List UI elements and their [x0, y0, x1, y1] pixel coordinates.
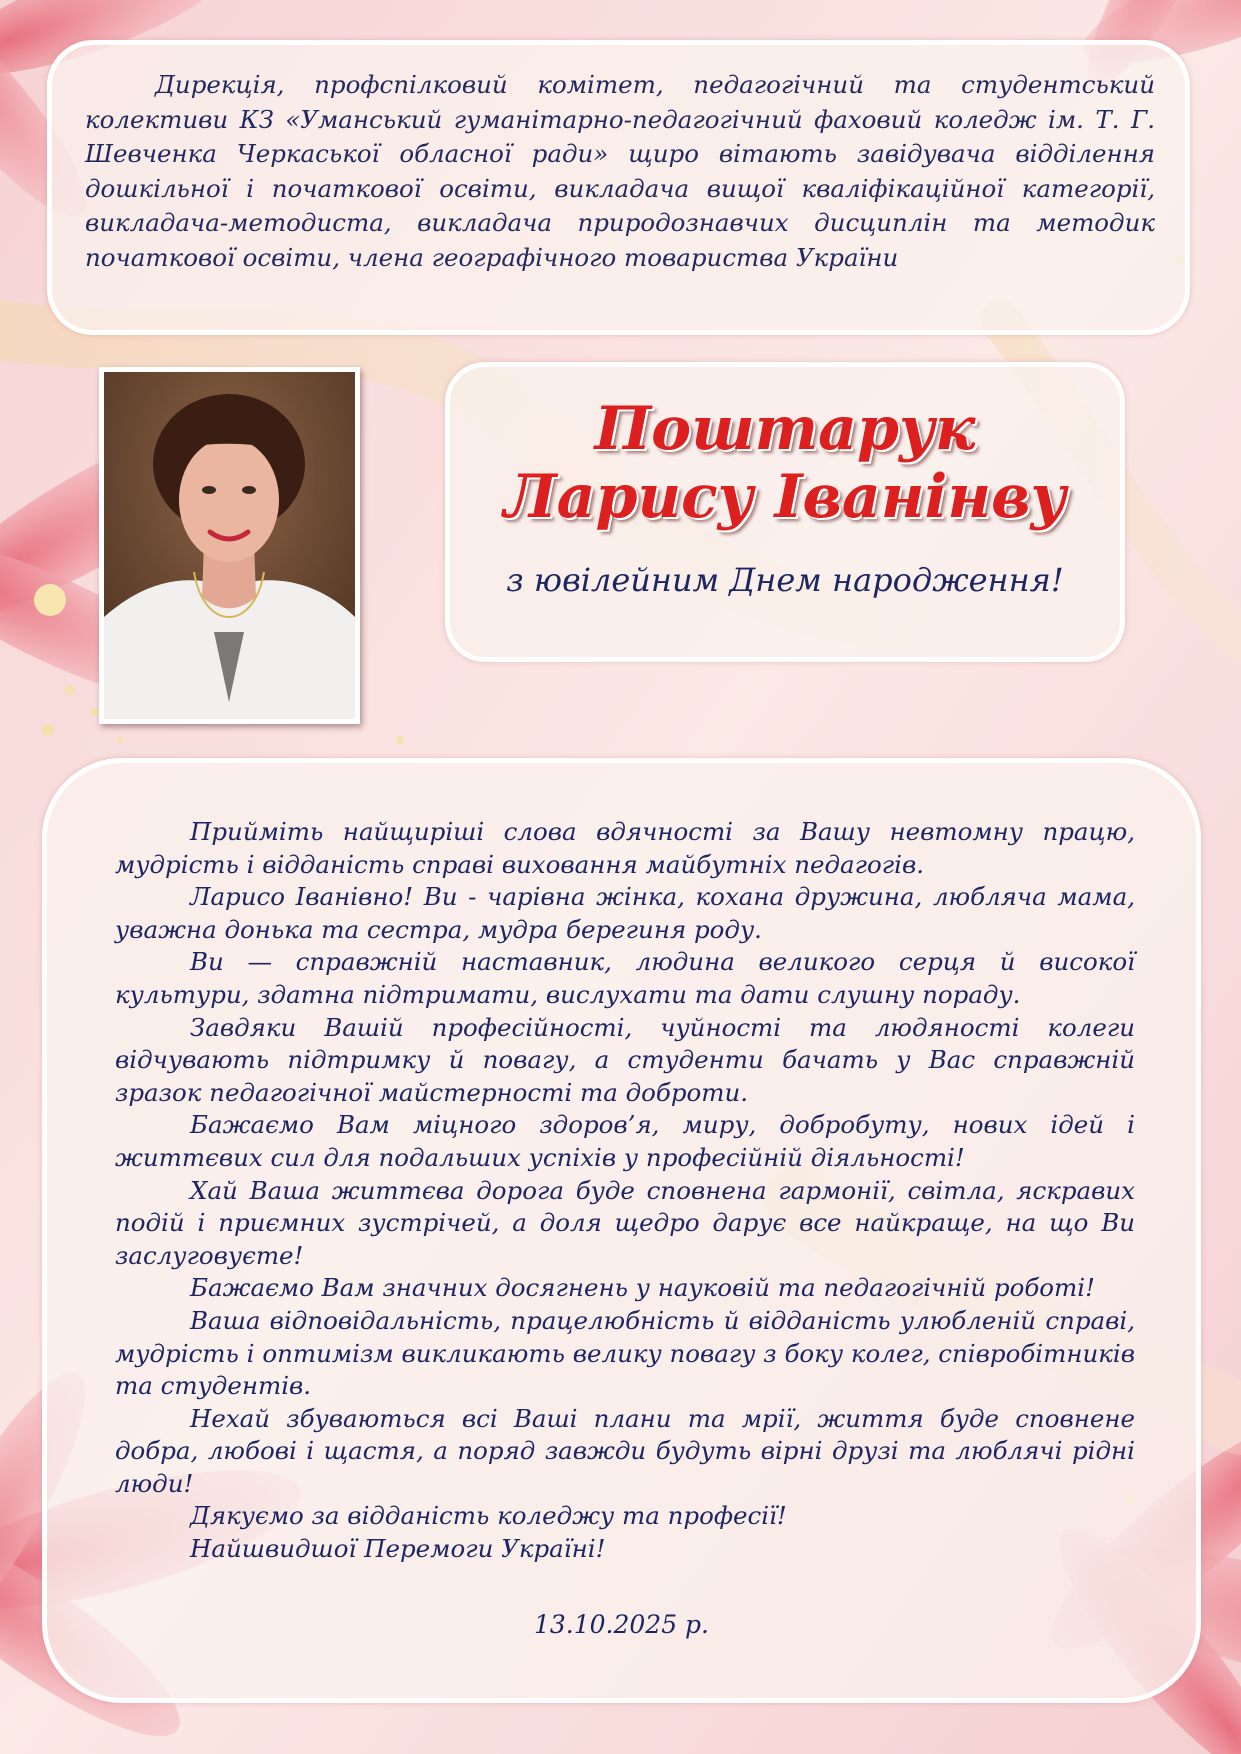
- occasion-text: з ювілейним Днем народження!: [506, 561, 1064, 599]
- date-text: 13.10.2025 р.: [533, 1610, 710, 1639]
- portrait-photo: [99, 367, 360, 724]
- greeting-text: [115, 816, 1135, 1566]
- greeting-paragraph: Ларисо Іванівно! Ви - чарівна жінка, кохана дружина, любляча мама, уважна донька та сестра, мудра берегиня роду.: [115, 882, 1135, 944]
- greeting-paragraph: Дякуємо за відданість коледжу та професії!: [190, 1501, 787, 1531]
- honoree-given-name: Ларису Іванінву: [503, 462, 1067, 532]
- greeting-paragraph: Прийміть найщиріші слова вдячності за Вашу невтомну працю, мудрість і відданість справі виховання майбутніх педагогів.: [115, 817, 1135, 879]
- greeting-paragraph: Хай Ваша життєва дорога буде сповнена гармонії, світла, яскравих подій і приємних зустрічей, а доля щедро дарує все найкраще, на що Ви заслуговуєте!: [115, 1175, 1135, 1270]
- greeting-paragraph: Бажаємо Вам міцного здоров’я, миру, добробуту, нових ідей і життєвих сил для подальших успіхів у професійній діяльності!: [115, 1110, 1135, 1172]
- honoree-surname: Поштарук: [594, 394, 976, 464]
- greeting-paragraph: Завдяки Вашій професійності, чуйності та людяності колеги відчувають підтримку й повагу, а студенти бачать у Вас справжній зразок педагогічної майстерності та доброти.: [115, 1012, 1135, 1107]
- greeting-paragraph: Ви — справжній наставник, людина великого серця й високої культури, здатна підтримати, вислухати та дати слушну пораду.: [115, 947, 1135, 1009]
- greeting-paragraph: Ваша відповідальність, працелюбність й відданість улюбленій справі, мудрість і оптимізм викликають велику повагу з боку колег, співробітників та студентів.: [115, 1305, 1135, 1401]
- greeting-paragraph: Нехай збуваються всі Ваші плани та мрії, життя буде сповнене добра, любові і щастя, а поряд завжди будуть вірні друзі та люблячі рідні люди!: [115, 1403, 1135, 1498]
- greeting-paragraph: Бажаємо Вам значних досягнень у науковій та педагогічній роботі!: [190, 1273, 1095, 1303]
- portrait-icon: [104, 372, 355, 719]
- intro-text: Дирекція, профспілковий комітет, педагогічний та студентський колективи КЗ «Уманський гуманітарно-педагогічний фаховий коледж ім. Т. Г. Шевченка Черкаської обласної ради» щиро вітають завідувача відділення дошкільної і початкової освіти, викладача вищої кваліфікаційної категорії, викладача-методиста, викладача природознавчих дисциплін та методик початкової освіти, члена географічного товариства України: [85, 70, 1155, 272]
- greeting-paragraph: Найшвидшої Перемоги Україні!: [190, 1534, 606, 1564]
